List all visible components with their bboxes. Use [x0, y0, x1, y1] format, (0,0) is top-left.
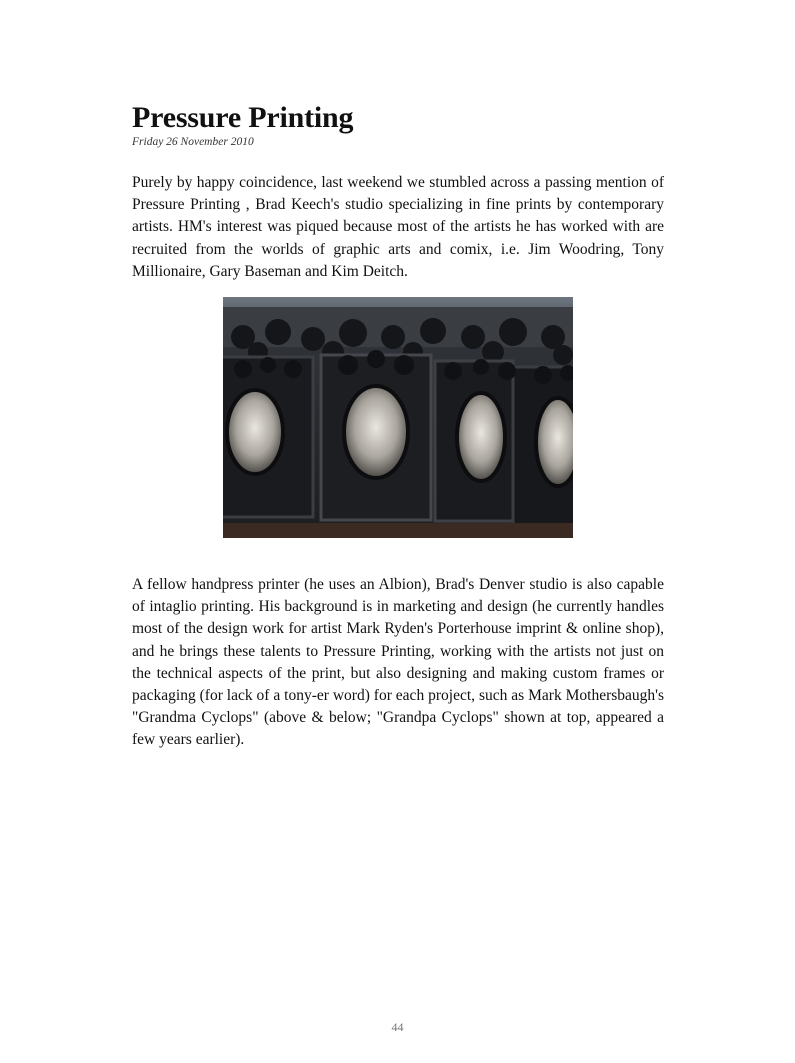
article-photo — [223, 297, 573, 538]
article-title: Pressure Printing — [132, 101, 354, 134]
page-number: 44 — [391, 1020, 404, 1034]
article-paragraph-2: A fellow handpress printer (he uses an Albion), Brad's Denver studio is also capable of intaglio printing. His background is in marketing and design (he currently handles most of the design work for artist Mark Ryden's Porterhouse imprint & online shop), and he brings these talents to Pressure Printing, working with the artists not just on the technical aspects of the print, but also designing and making custom frames or packaging (for lack of a tony-er word) for each project, such as Mark Mothersbaugh's "Grandma Cyclops" (above & below; "Grandpa Cyclops" shown at top, appeared a few years earlier). — [132, 576, 664, 749]
article-paragraph-1: Purely by happy coincidence, last weekend we stumbled across a passing mention of Pressure Printing , Brad Keech's studio specializing in fine prints by contemporary artists. HM's interest was piqued because most of the artists he has worked with are recruited from the worlds of graphic arts and comix, i.e. Jim Woodring, Tony Millionaire, Gary Baseman and Kim Deitch. — [132, 174, 664, 280]
article-date: Friday 26 November 2010 — [132, 136, 254, 148]
framed-portraits-image — [223, 297, 573, 538]
